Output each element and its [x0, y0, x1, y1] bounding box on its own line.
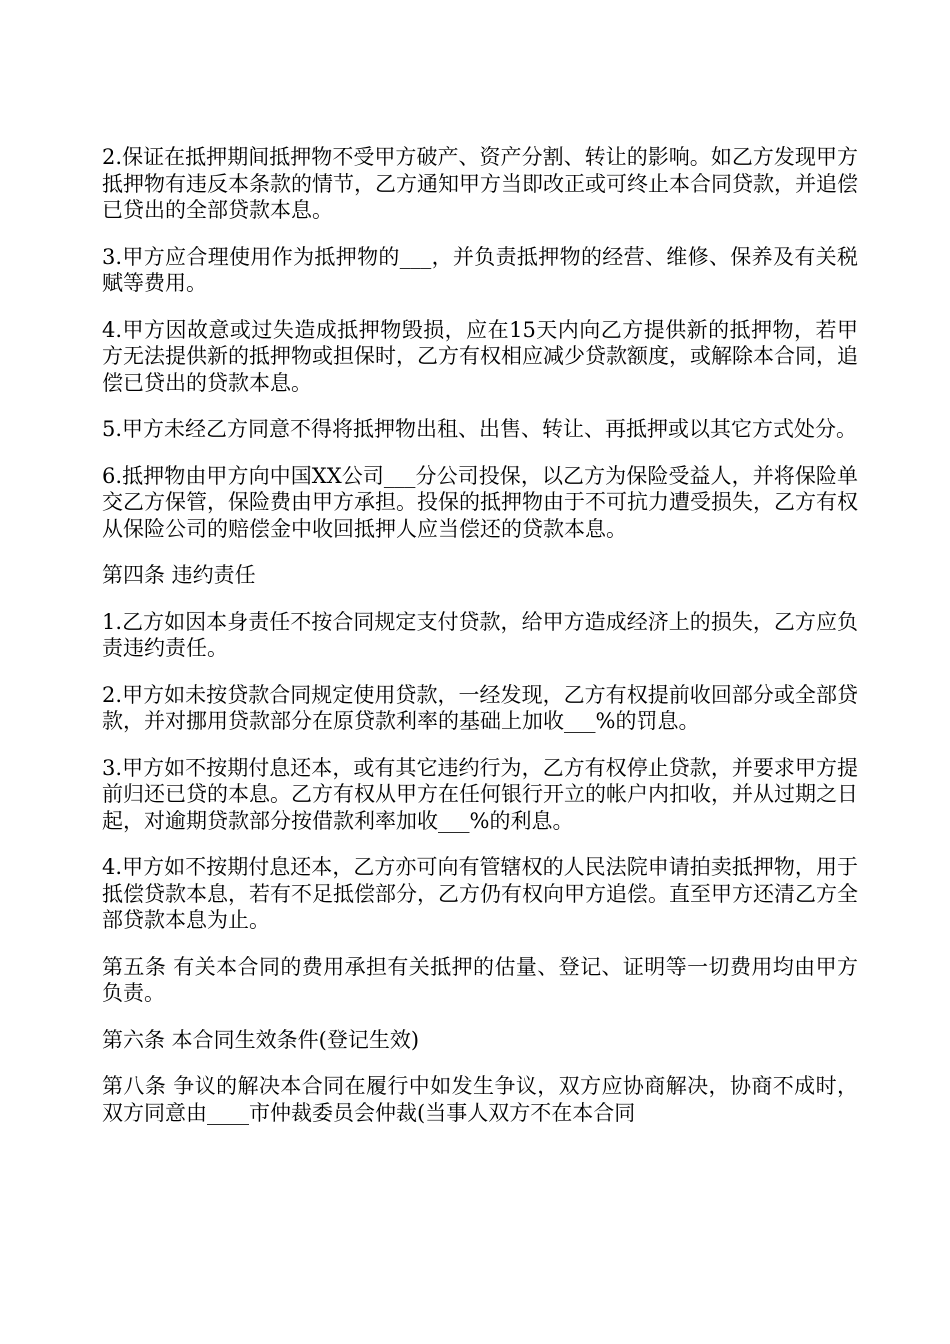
article-8: 第八条 争议的解决本合同在履行中如发生争议，双方应协商解决，协商不成时，双方同意由____市仲裁委员会仲裁(当事人双方不在本合同 — [102, 1074, 858, 1125]
clause-4-item-4: 4.甲方如不按期付息还本，乙方亦可向有管辖权的人民法院申请拍卖抵押物，用于抵偿贷款本息，若有不足抵偿部分，乙方仍有权向甲方追偿。直至甲方还清乙方全部贷款本息为止。 — [102, 855, 858, 932]
clause-4-item-1: 1.乙方如因本身责任不按合同规定支付贷款，给甲方造成经济上的损失，乙方应负责违约责任。 — [102, 609, 858, 660]
clause-4-item-2: 2.甲方如未按贷款合同规定使用贷款，一经发现，乙方有权提前收回部分或全部贷款，并对挪用贷款部分在原贷款利率的基础上加收___%的罚息。 — [102, 682, 858, 733]
clause-4-item-3: 3.甲方如不按期付息还本，或有其它违约行为，乙方有权停止贷款，并要求甲方提前归还已贷的本息。乙方有权从甲方在任何银行开立的帐户内扣收，并从过期之日起，对逾期贷款部分按借款利率加收___%的利息。 — [102, 755, 858, 833]
clause-3-item-6: 6.抵押物由甲方向中国XX公司___分公司投保，以乙方为保险受益人，并将保险单交乙方保管，保险费由甲方承担。投保的抵押物由于不可抗力遭受损失，乙方有权从保险公司的赔偿金中收回抵押人应当偿还的贷款本息。 — [102, 463, 858, 541]
document-page — [102, 144, 858, 1146]
clause-3-item-3: 3.甲方应合理使用作为抵押物的___，并负责抵押物的经营、维修、保养及有关税赋等费用。 — [102, 244, 858, 295]
clause-3-item-5: 5.甲方未经乙方同意不得将抵押物出租、出售、转让、再抵押或以其它方式处分。 — [102, 417, 858, 441]
article-6-heading: 第六条 本合同生效条件(登记生效) — [102, 1027, 420, 1052]
article-5: 第五条 有关本合同的费用承担有关抵押的估量、登记、证明等一切费用均由甲方负责。 — [102, 954, 858, 1005]
clause-3-item-2: 2.保证在抵押期间抵押物不受甲方破产、资产分割、转让的影响。如乙方发现甲方抵押物有违反本条款的情节，乙方通知甲方当即改正或可终止本合同贷款，并追偿已贷出的全部贷款本息。 — [102, 145, 858, 222]
article-4-heading: 第四条 违约责任 — [102, 563, 256, 587]
clause-3-item-4: 4.甲方因故意或过失造成抵押物毁损，应在15天内向乙方提供新的抵押物，若甲方无法提供新的抵押物或担保时，乙方有权相应减少贷款额度，或解除本合同，追偿已贷出的贷款本息。 — [102, 317, 858, 395]
